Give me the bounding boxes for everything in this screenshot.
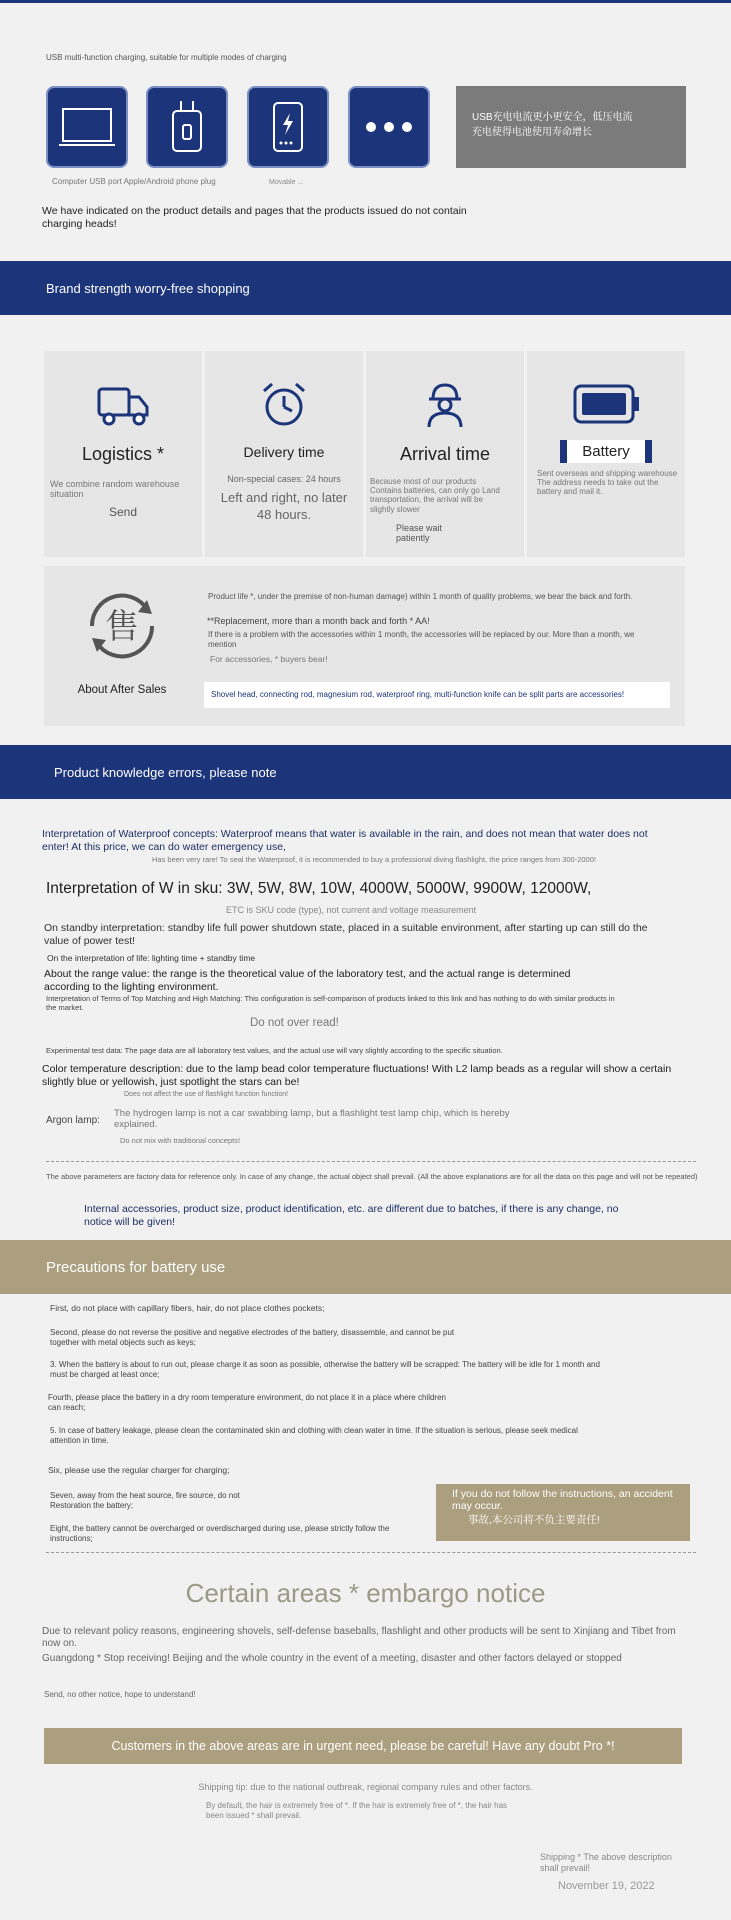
- intro-text: USB multi-function charging, suitable for multiple modes of charging: [46, 53, 287, 62]
- warning-line-2: 事故,本公司将不负主要责任!: [468, 1514, 600, 1527]
- argon-text: The hydrogen lamp is not a car swabbing lamp, but a flashlight test lamp chip, which is hereby explained.: [114, 1109, 510, 1129]
- truck-icon: [95, 383, 151, 429]
- arrival-card: [366, 351, 524, 557]
- precaution-item-7: Seven, away from the heat source, fire source, do not Restoration the battery;: [50, 1491, 240, 1510]
- logistics-sub: We combine random warehouse situation: [50, 479, 180, 499]
- waterproof-note: Has been very rare! To seal the Waterproof, it is recommended to buy a professional diving flashlight, the price ranges from 300-2000!: [152, 855, 596, 864]
- precaution-item-3: 3. When the battery is about to run out, please charge it as soon as possible, otherwise the battery will be scrapped: The battery will be idle for 1 month and must be charged at least once;: [50, 1360, 600, 1379]
- precautions-banner: [0, 1240, 731, 1294]
- shipping-note: Shipping * The above description shall prevail!: [540, 1852, 672, 1873]
- more-tile: [348, 86, 430, 168]
- embargo-line-3: Send, no other notice, hope to understand!: [44, 1690, 196, 1699]
- no-overread-text: Do not over read!: [250, 1017, 339, 1029]
- precaution-item-1: First, do not place with capillary fibers, hair, do not place clothes pockets;: [50, 1303, 325, 1313]
- phone-plug-icon: [167, 99, 207, 155]
- urgent-bar: Customers in the above areas are in urgent need, please be careful! Have any doubt Pro *!: [44, 1728, 682, 1764]
- after-sales-label: About After Sales: [77, 684, 167, 696]
- more-dots-icon: [364, 120, 414, 134]
- after-sales-panel: [44, 566, 685, 726]
- logistics-title: Logistics *: [81, 444, 165, 464]
- laptop-tile: [46, 86, 128, 168]
- no-affect-text: Does not affect the use of flashlight function function!: [124, 1091, 289, 1098]
- arrival-sub: Because most of our products Contains batteries, can only go Land transportation, the arrival will be slightly slower: [370, 477, 500, 514]
- tile-caption-1: Computer USB port Apple/Android phone plug: [52, 177, 216, 186]
- top-accent-line: [0, 0, 731, 3]
- delivery-card: [205, 351, 363, 557]
- phone-plug-tile: [146, 86, 228, 168]
- charging-callout: [456, 86, 686, 168]
- warning-line-1: If you do not follow the instructions, an accident may occur.: [452, 1488, 673, 1513]
- callout-line-2: 充电使得电池使用寿命增长: [472, 127, 592, 138]
- wattage-text: Interpretation of W in sku: 3W, 5W, 8W, 10W, 4000W, 5000W, 9900W, 12000W,: [46, 880, 592, 897]
- no-mix-text: Do not mix with traditional concepts!: [120, 1136, 241, 1145]
- alarm-clock-icon: [260, 381, 308, 429]
- matching-text: Interpretation of Terms of Top Matching and High Matching: This configuration is self-comparison of products linked to this link and has nothing to do with similar products in the market.: [46, 994, 615, 1012]
- delivery-sub: Non-special cases: 24 hours: [227, 474, 341, 484]
- date-text: November 19, 2022: [558, 1880, 655, 1892]
- brand-banner-text: Brand strength worry-free shopping: [46, 280, 250, 296]
- after-sales-line-2: **Replacement, more than a month back and forth * AA!: [207, 616, 430, 626]
- divider-2: [46, 1552, 696, 1553]
- courier-icon: [423, 381, 467, 429]
- arrival-extra: Please wait patiently: [396, 523, 443, 543]
- shipping-tip: Shipping tip: due to the national outbreak, regional company rules and other factors.: [198, 1782, 533, 1792]
- standby-text: On standby interpretation: standby life full power shutdown state, placed in a suitable environment, after starting up can still do the value of power test!: [44, 922, 648, 947]
- after-sales-icon: [82, 586, 162, 666]
- laptop-icon: [59, 105, 115, 149]
- after-sales-line-1: Product life *, under the premise of non-human damage) within 1 month of quality problems, we bear the back and forth.: [208, 592, 633, 601]
- experimental-text: Experimental test data: The page data are all laboratory test values, and the actual use will vary slightly according to the specific situation.: [46, 1046, 503, 1055]
- logistics-card: [44, 351, 202, 557]
- charging-head-note: We have indicated on the product details and pages that the products issued do not contain charging heads!: [42, 205, 467, 231]
- precaution-item-8: Eight, the battery cannot be overcharged or overdischarged during use, please strictly follow the instructions;: [50, 1524, 390, 1543]
- precaution-item-6: Six, please use the regular charger for charging;: [48, 1465, 230, 1475]
- precaution-item-2: Second, please do not reverse the positive and negative electrodes of the battery, disassemble, and cannot be put together with metal objects such as keys;: [50, 1328, 455, 1347]
- embargo-title: Certain areas * embargo notice: [185, 1578, 546, 1608]
- knowledge-banner-text: Product knowledge errors, please note: [54, 764, 277, 780]
- callout-line-1: USB充电电流更小更安全，低压电流: [472, 112, 633, 123]
- delivery-title: Delivery time: [243, 444, 325, 460]
- range-text: About the range value: the range is the theoretical value of the laboratory test, and the actual range is determined according to the lighting environment.: [44, 968, 571, 993]
- after-sales-glyph: 售: [105, 607, 139, 647]
- battery-icon: [572, 383, 640, 425]
- battery-title: Battery: [560, 440, 652, 463]
- power-bank-icon: [268, 99, 308, 155]
- after-sales-line-3: If there is a problem with the accessories within 1 month, the accessories will be replaced by our. More than a month, we mention: [208, 630, 635, 649]
- internal-text: Internal accessories, product size, product identification, etc. are different due to batches, if there is any change, no notice will be given!: [84, 1203, 619, 1228]
- logistics-extra: Send: [108, 505, 138, 519]
- precaution-item-5: 5. In case of battery leakage, please clean the contaminated skin and clothing with clean water in time. If the situation is serious, please seek medical attention in time.: [50, 1426, 578, 1445]
- brand-banner: [0, 261, 731, 315]
- default-note: By default, the hair is extremely free of *. If the hair is extremely free of *, the hair has been issued * shall prevail.: [206, 1801, 508, 1820]
- color-temp-text: Color temperature description: due to the lamp bead color temperature fluctuations! With L2 lamp beads as a regular will show a certain slightly blue or yellowish, just spotlight the stars can be!: [42, 1063, 672, 1088]
- knowledge-banner: [0, 745, 731, 799]
- delivery-extra: Left and right, no later 48 hours.: [220, 490, 348, 522]
- arrival-title: Arrival time: [399, 444, 490, 464]
- life-text: On the interpretation of life: lighting time + standby time: [47, 953, 256, 963]
- factory-text: The above parameters are factory data for reference only. In case of any change, the actual object shall prevail. (All the above explanations are for all the data on this page and will not be repeated): [46, 1172, 698, 1181]
- waterproof-text: Interpretation of Waterproof concepts: Waterproof means that water is available in the rain, and does not mean that water does not enter! At this price, we can do water emergency use,: [42, 828, 648, 853]
- embargo-line-2: Guangdong * Stop receiving! Beijing and the whole country in the event of a meeting, disaster and other factors delayed or stopped: [42, 1653, 622, 1664]
- argon-label: Argon lamp:: [46, 1115, 100, 1126]
- embargo-line-1: Due to relevant policy reasons, engineering shovels, self-defense baseballs, flashlight and other products will be sent to Xinjiang and Tibet from now on.: [42, 1626, 676, 1649]
- divider-1: [46, 1161, 696, 1162]
- power-bank-tile: [247, 86, 329, 168]
- warning-box: [436, 1484, 690, 1541]
- after-sales-line-4: For accessories, * buyers bear!: [210, 654, 328, 664]
- battery-card: [527, 351, 685, 557]
- battery-sub: Sent overseas and shipping warehouse The address needs to take out the battery and mail it.: [537, 469, 678, 497]
- precaution-item-4: Fourth, please place the battery in a dry room temperature environment, do not place it in a place where children can reach;: [48, 1393, 446, 1412]
- tile-caption-2: Movable ...: [269, 179, 304, 186]
- sku-note: ETC is SKU code (type), not current and voltage measurement: [226, 905, 477, 915]
- precautions-banner-text: Precautions for battery use: [46, 1258, 226, 1276]
- accessories-box: Shovel head, connecting rod, magnesium rod, waterproof ring, multi-function knife can be split parts are accessories!: [204, 682, 670, 708]
